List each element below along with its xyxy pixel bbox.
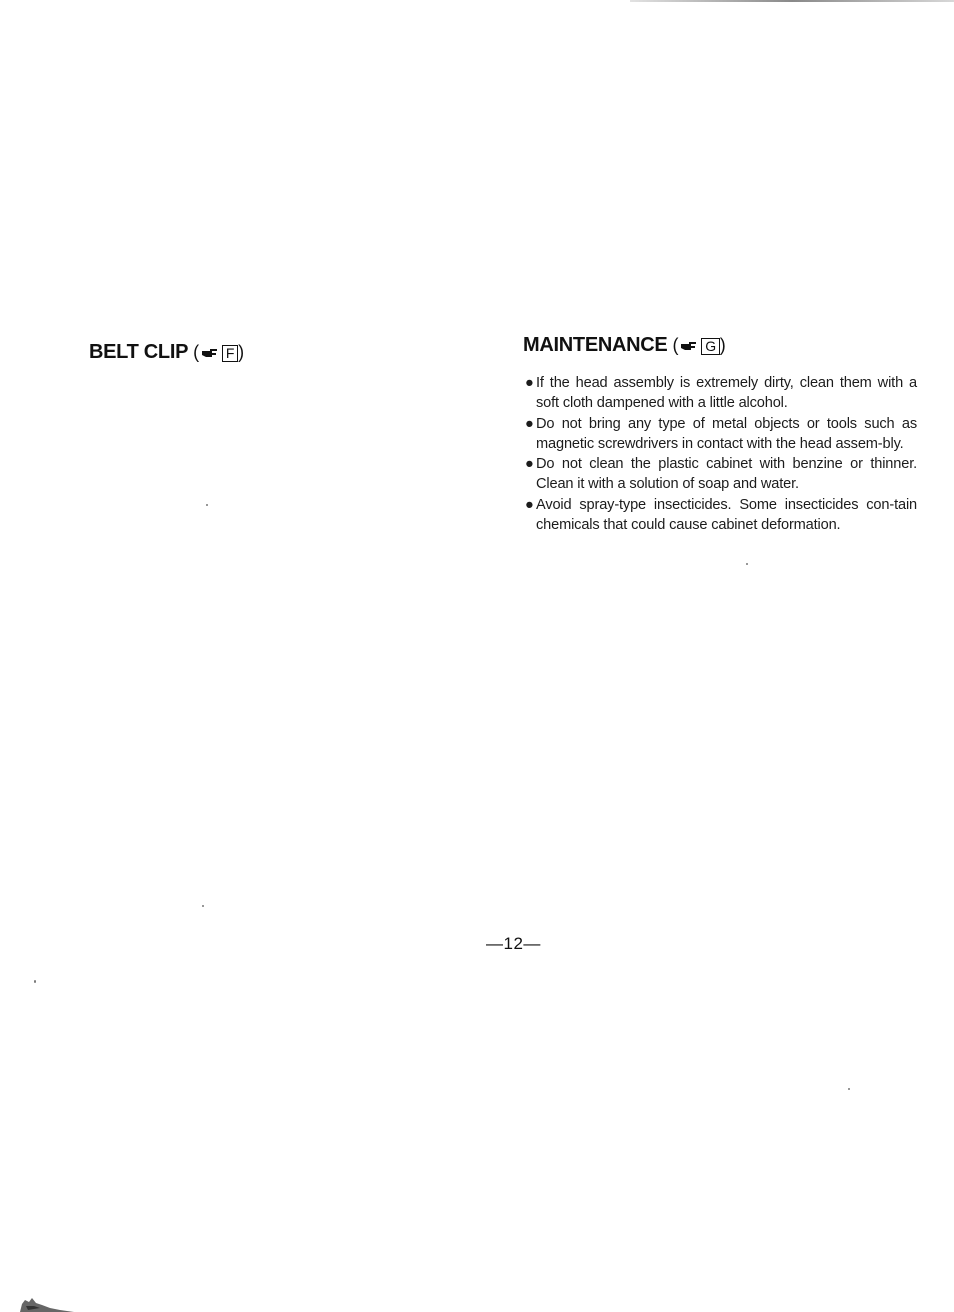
maintenance-heading [523,334,725,357]
bullet-dot: ● [525,456,534,473]
maintenance-reference: ( G ) [672,335,726,355]
page-number: —12— [486,934,541,953]
maintenance-item-text: Do not clean the plastic cabinet with benzine or thinner. Clean it with a solution of soap and water. [536,456,917,493]
bullet-dot: ● [525,496,534,513]
belt-clip-reference: ( F ) [193,342,244,362]
maintenance-item-text: Do not bring any type of metal objects or tools such as magnetic screwdrivers in contact with the head assem-bly. [536,415,917,452]
maintenance-list [524,373,917,535]
scan-speck [746,563,748,565]
belt-clip-heading [89,341,244,364]
pointing-hand-icon [201,346,219,360]
belt-clip-title: BELT CLIP [89,341,189,363]
maintenance-item-text: If the head assembly is extremely dirty, clean them with a soft cloth dampened with a little alcohol. [536,375,917,412]
maintenance-item-text: Avoid spray-type insecticides. Some insecticides con-tain chemicals that could cause cabinet deformation. [536,496,917,534]
belt-clip-figure-letter: F [222,345,238,362]
bullet-dot: ● [525,375,534,391]
scan-speck [848,1088,850,1090]
pointing-hand-icon [680,339,698,353]
list-item [524,414,917,455]
scan-speck [202,905,204,907]
list-item [524,495,917,536]
bullet-dot: ● [525,415,534,432]
scan-smudge [16,1286,76,1312]
list-item [524,373,917,414]
scan-top-edge-line [630,0,954,2]
list-item [524,454,917,495]
scan-speck [206,504,208,506]
maintenance-figure-letter: G [701,338,720,355]
scan-speck [34,980,36,983]
maintenance-title: MAINTENANCE [523,334,668,356]
